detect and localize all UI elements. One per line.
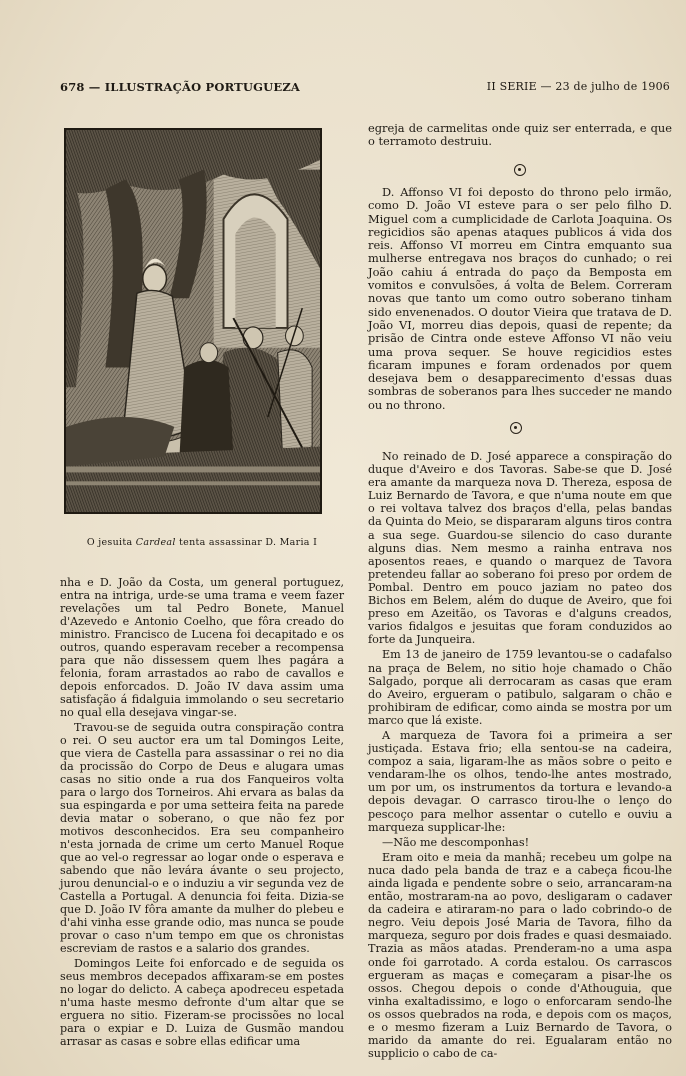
header-date: II SERIE — 23 de julho de 1906: [486, 80, 670, 93]
right-bottom-paragraph-3: A marqueza de Tavora foi a primeira a ser justiçada. Estava frio; ella sentou-se na cadeira, compoz a saia, ligaram-lhe as mãos sobre o peito e vendaram-lhe os olhos, tendo-lhe antes mostrado, um por um, os instrumentos da tortura e levando-a depois devagar. O carrasco tirou-lhe o lenço do pescoço para melhor assentar o cutello e ouviu a marqueza supplicar-lhe:: [368, 728, 672, 834]
right-bottom-paragraph-5: Eram oito e meia da manhã; recebeu um golpe na nuca dado pela banda de traz e a cabeça ficou-lhe ainda ligada e pendente sobre o seio, arrancaram-na então, mostraram-na ao povo, desligaram o cadaver da cadeira e atiraram-no para o lado cobrindo-o de negro. Veiu depois José Maria de Tavora, filho da marqueza, seguro por dois frades e quasi desmaiado. Trazia as mãos atadas. Prenderam-no a uma aspa onde foi garrotado. A corda estalou. Os carrascos ergueram as maças e começaram a pisar-lhe os ossos. Chegou depois o conde d'Athouguia, que vinha exaltadissimo, e logo o enforcaram sendo-lhe os ossos quebrados na roda, e depois com os maços, e o mesmo fizeram a Luiz Bernardo de Tavora, o marido da amante do rei. Egualaram então no supplicio o cabo de ca-: [368, 850, 672, 1061]
page-header: [60, 80, 670, 98]
circled-dot-ornament-icon: [514, 164, 526, 176]
right-bottom-paragraph-1: No reinado de D. José apparece a conspiração do duque d'Aveiro e dos Tavoras. Sabe-se que D. José era amante da marqueza nova D. Thereza, esposa de Luiz Bernardo de Tavora, e que n'uma noute em que o rei voltava talvez dos braços d'ella, pelas bandas da Quinta do Meio, se dispararam alguns tiros contra a sua sege. Guardou-se silencio do caso durante alguns dias. Nem mesmo a rainha entrava nos aposentos reaes, e quando o marquez de Tavora pretendeu fallar ao soberano foi preso por ordem de Pombal. Dentro em pouco jaziam no pateo dos Bichos em Belem, além do duque de Aveiro, que foi preso em Azeitão, os Tavoras e d'alguns creados, varios fidalgos e jesuitas que foram conduzidos ao forte da Junqueira.: [368, 450, 672, 647]
right-column-middle: [368, 186, 672, 414]
figure-caption: [60, 537, 344, 548]
engraving-image: [66, 130, 320, 512]
right-column-top: [368, 122, 672, 151]
left-paragraph-2: Travou-se de seguida outra conspiração contra o rei. O seu auctor era um tal Domingos Leite, que viera de Castella para assassinar o rei no dia da procissão do Corpo de Deus e alugara umas casas no sitio onde a rua dos Fanqueiros volta para o largo dos Torneiros. Ahi ervara as balas da sua espingarda e por uma setteira feita na parede devia matar o soberano, o que não fez por motivos desconhecidos. Era seu companheiro n'esta jornada de crime um certo Manuel Roque que ao vel-o regressar ao logar onde o esperava e sabendo que não levára ávante o seu projecto, jurou denuncial-o e o induziu a vir segunda vez de Castella a Portugal. A denuncia foi feita. Dizia-se que D. João IV fôra amante da mulher do plebeu e d'ahi vinha esse grande odio, mas nunca se poude provar o caso n'um tempo em que os chronistas escreviam de rastos e a salario dos grandes.: [60, 721, 344, 955]
right-bottom-dialog-line: —Não me descomponhas!: [382, 835, 530, 849]
header-title: 678 — ILLUSTRAÇÃO PORTUGUEZA: [60, 80, 301, 94]
left-paragraph-3: Domingos Leite foi enforcado e de seguida os seus membros decepados affixaram-se em postes no logar do delicto. A cabeça apodreceu espetada n'uma haste mesmo defronte d'um altar que se erguera no sitio. Fizeram-se procissões no local para o expiar e D. Luiza de Gusmão mandou arrasar as casas e sobre ellas edificar uma: [60, 957, 344, 1048]
left-column: [60, 576, 344, 1050]
right-middle-paragraph: D. Affonso VI foi deposto do throno pelo irmão, como D. João VI esteve para o ser pelo filho D. Miguel com a cumplicidade de Carlota Joaquina. Os regicidios são apenas ataques publicos á vida dos reis. Affonso VI morreu em Cintra emquanto sua mulherse entregava nos braços do cunhado; o rei João cahiu á entrada do paço da Bemposta em vomitos e convulsões, á volta de Belem. Correram novas que tanto um como outro soberano tinham sido envenenados. O doutor Vieira que tratava de D. João VI, morreu dias depois, quasi de repente; da prisão de Cintra onde esteve Affonso VI não veiu uma prova sequer. Se houve regicidios estes ficaram impunes e foram ordenados por quem desejava bem o desapparecimento d'essas duas sombras de soberanos para lhes succeder ne mando ou no throno.: [368, 185, 672, 412]
caption-prefix: O jesuita: [86, 537, 136, 548]
caption-suffix: tenta assassinar D. Maria I: [175, 537, 318, 548]
right-column-bottom: [368, 450, 672, 1062]
circled-dot-ornament-icon: [510, 422, 522, 434]
engraving-illustration: [64, 128, 322, 514]
caption-italic-name: Cardeal: [135, 537, 176, 548]
right-bottom-paragraph-2: Em 13 de janeiro de 1759 levantou-se o cadafalso na praça de Belem, no sitio hoje chamado o Chão Salgado, porque ali derrocaram as casas que eram do Aveiro, ergueram o patibulo, salgaram o chão e prohibiram de edificar, como ainda se mostra por um marco que lá existe.: [368, 648, 672, 727]
right-top-paragraph: egreja de carmelitas onde quiz ser enterrada, e que o terramoto destruiu.: [368, 121, 672, 149]
left-paragraph-1: nha e D. João da Costa, um general portuguez, entra na intriga, urde-se uma trama e veem fazer revelações um tal Pedro Bonete, Manuel d'Azevedo e Antonio Coelho, que fôra creado do ministro. Francisco de Lucena foi decapitado e os outros, quando esperavam receber a recompensa para que não dissessem quem lhes pagára a felonia, foram arrastados ao rabo de cavallos e depois enforcados. D. João IV dava assim uma satisfação á fidalguia immolando o seu secretario no qual ella desejava vingar-se.: [60, 576, 344, 719]
